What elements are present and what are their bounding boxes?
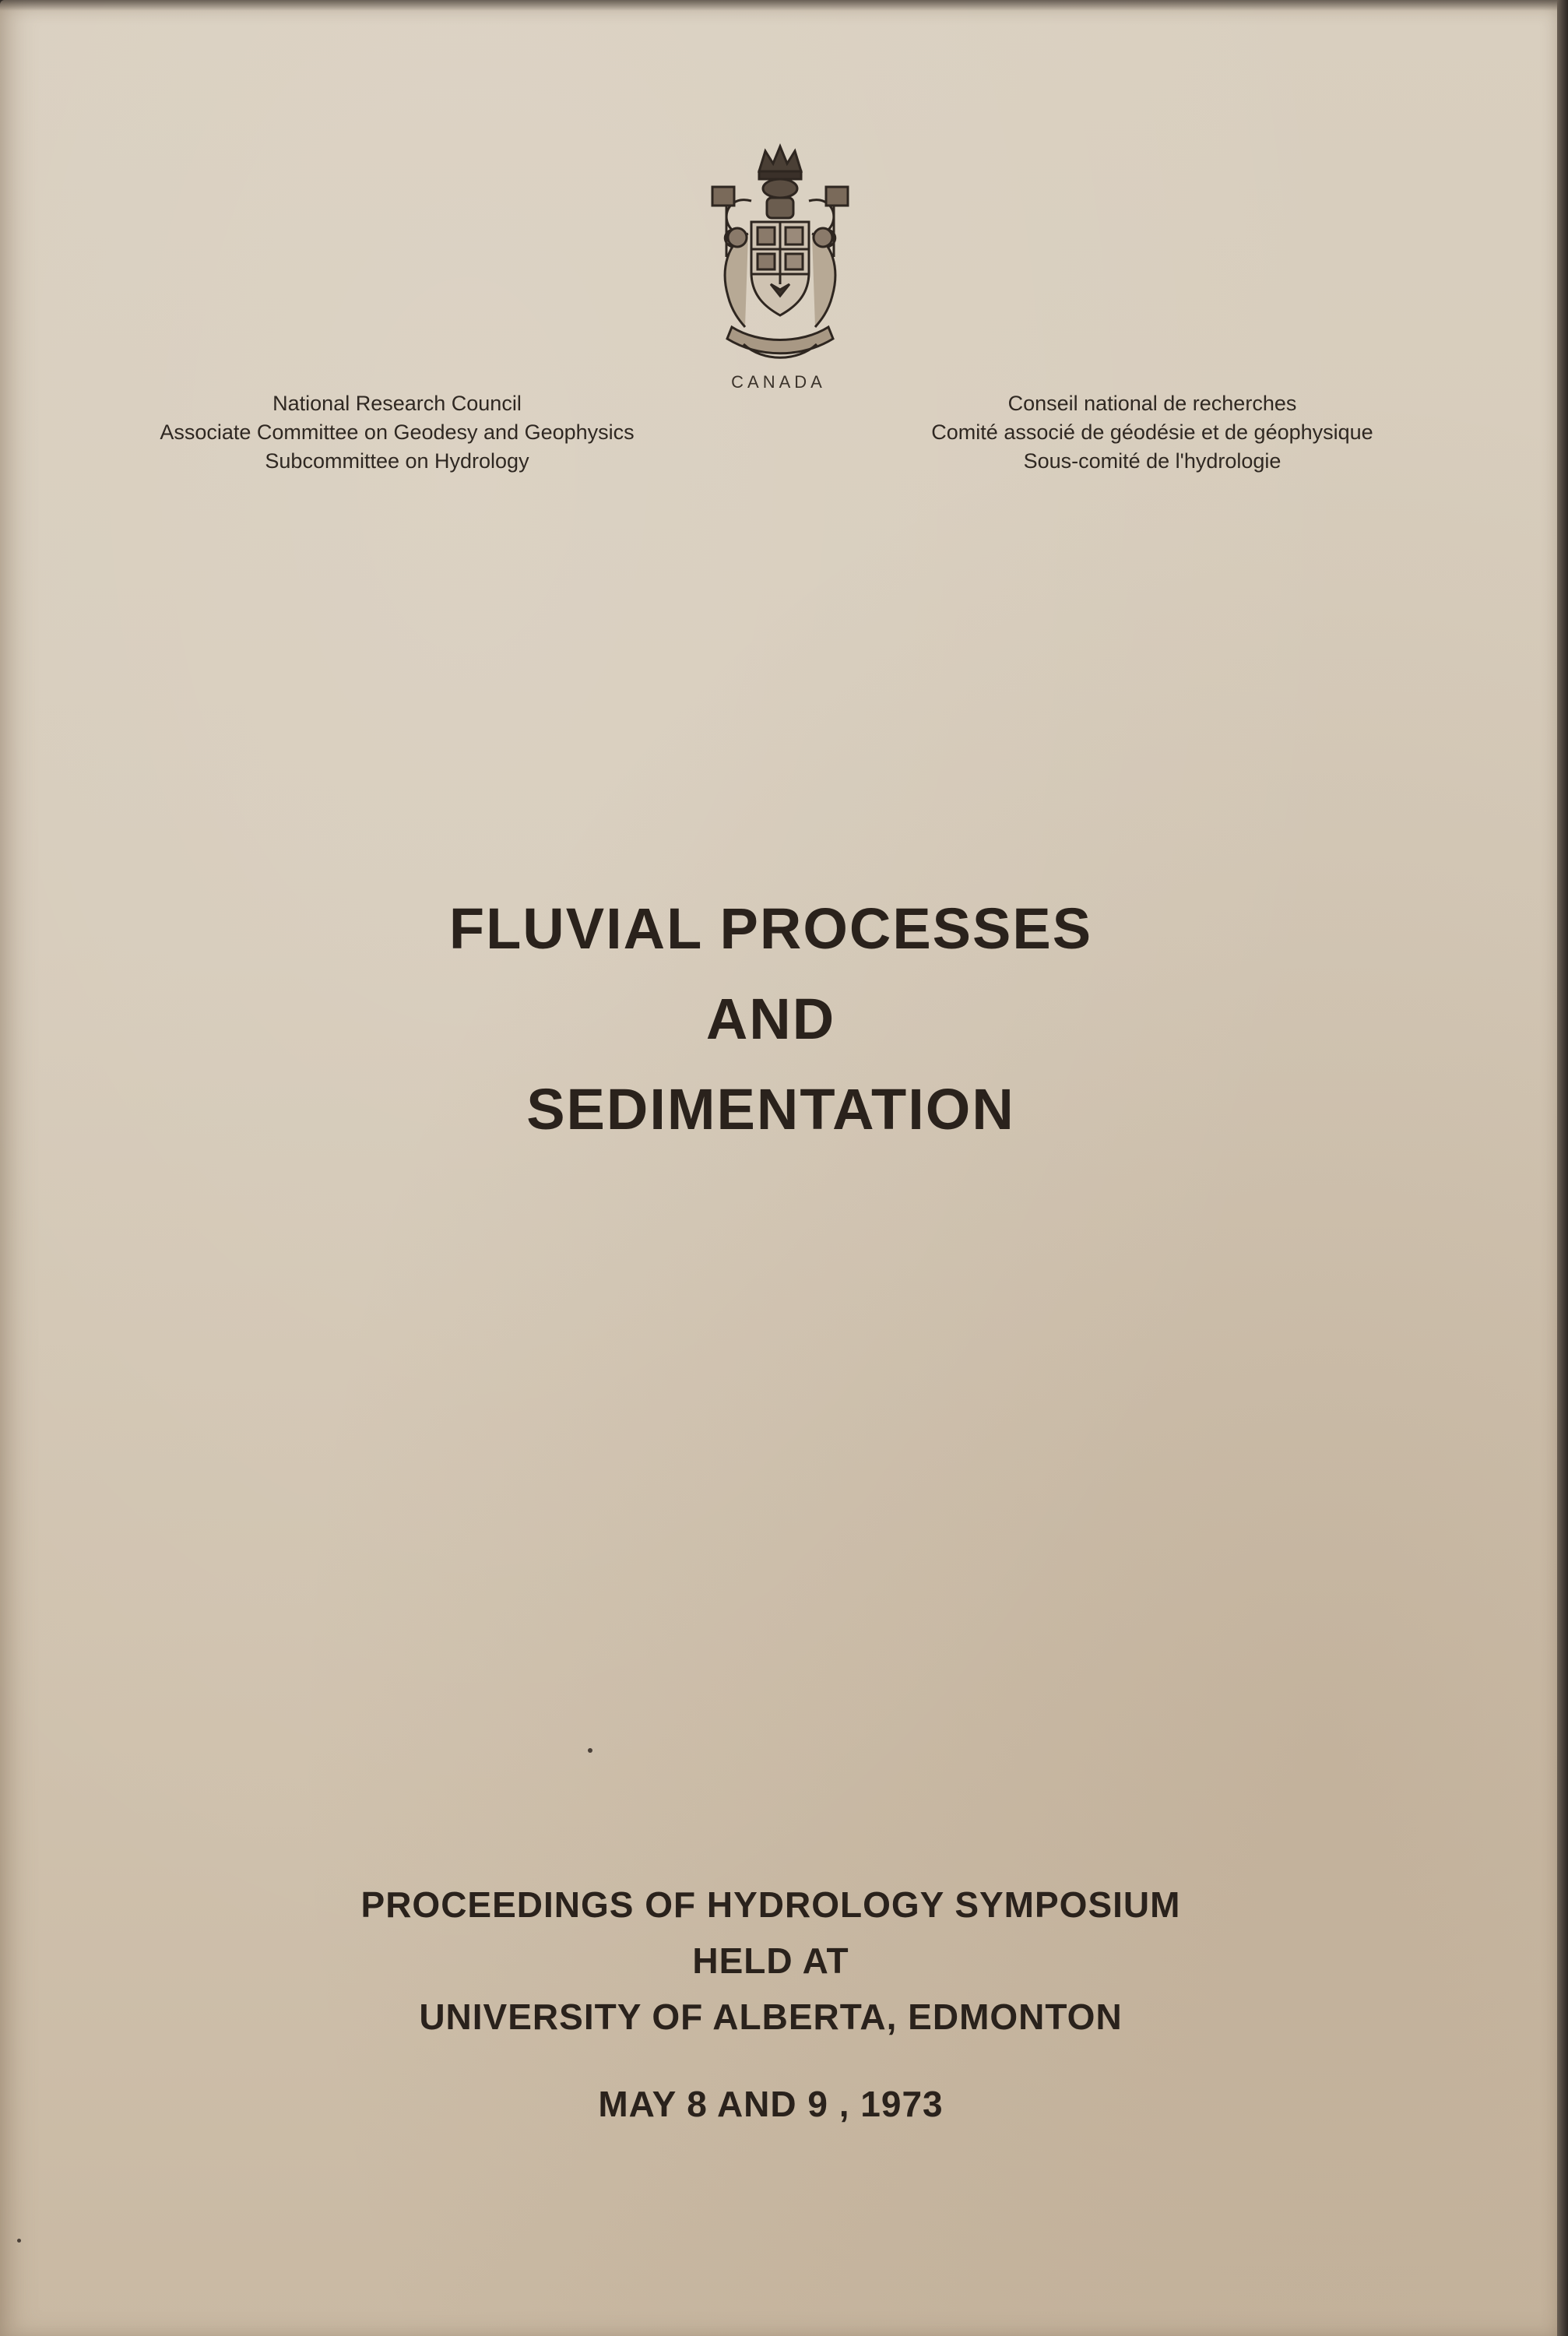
- council-line: National Research Council: [272, 392, 522, 415]
- paper-speck: [17, 2239, 21, 2243]
- paper-speck: [588, 1748, 592, 1753]
- council-line: Associate Committee on Geodesy and Geophysics: [160, 420, 635, 444]
- council-line: Comité associé de géodésie et de géophysique: [931, 420, 1373, 444]
- title-line: AND: [705, 987, 836, 1051]
- proceedings-line: PROCEEDINGS OF HYDROLOGY SYMPOSIUM: [360, 1884, 1181, 1925]
- top-edge-shadow: [0, 0, 1557, 11]
- title-line: SEDIMENTATION: [526, 1077, 1015, 1142]
- symposium-date: MAY 8 AND 9 , 1973: [598, 2084, 944, 2124]
- proceedings-block: [156, 1877, 1386, 2045]
- council-line: Sous-comité de l'hydrologie: [1023, 449, 1281, 473]
- english-council-block: [93, 389, 701, 476]
- title-line: FLUVIAL PROCESSES: [448, 896, 1093, 961]
- proceedings-line: UNIVERSITY OF ALBERTA, EDMONTON: [419, 1997, 1123, 2037]
- french-council-block: [849, 389, 1456, 476]
- cover-edge: [1557, 0, 1568, 2336]
- council-line: Conseil national de recherches: [1007, 392, 1297, 415]
- book-title: [234, 884, 1308, 1155]
- coat-of-arms-icon: [697, 140, 864, 366]
- emblem-label: CANADA: [731, 372, 826, 392]
- proceedings-line: HELD AT: [692, 1940, 849, 1981]
- council-line: Subcommittee on Hydrology: [265, 449, 529, 473]
